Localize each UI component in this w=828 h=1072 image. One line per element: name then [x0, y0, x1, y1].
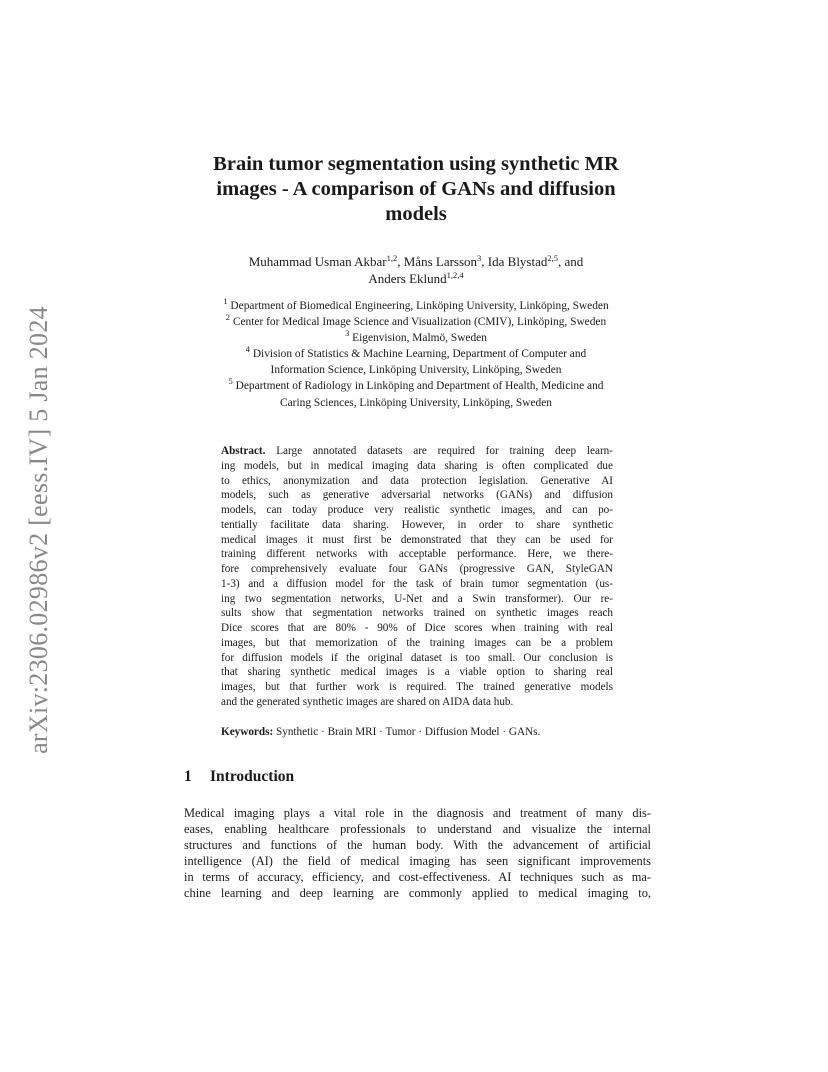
abstract-line: images, but that further work is required. The trained generative models — [221, 681, 613, 693]
abstract-line: for diffusion models if the original dataset is too small. Our conclusion is — [221, 651, 613, 664]
affiliation-text: Caring Sciences, Linköping University, Linköping, Sweden — [280, 396, 552, 409]
abstract-label: Abstract. — [221, 445, 266, 457]
affiliation-list — [150, 298, 682, 411]
abstract — [221, 444, 613, 710]
abstract-line — [221, 444, 613, 459]
affiliation-line — [150, 346, 682, 362]
author-name: Ida Blystad — [487, 254, 548, 269]
author-line — [150, 270, 682, 287]
affiliation-marker: 2 — [225, 312, 231, 323]
keywords-label: Keywords: — [221, 726, 274, 738]
author-list — [150, 253, 682, 287]
abstract-line: training different networks with acceptable performance. Here, we there- — [221, 548, 613, 561]
abstract-line: that sharing synthetic medical images is a viable option to sharing real — [221, 666, 613, 679]
author-name: Anders Eklund — [368, 271, 447, 286]
author-affiliation-marker: 1,2 — [386, 253, 398, 263]
author-separator: , — [481, 254, 488, 269]
author-affiliation-marker: 1,2,4 — [446, 270, 464, 280]
author-affiliation-marker: 3 — [477, 253, 482, 263]
abstract-line: tentially facilitate data sharing. However, in order to share synthetic — [221, 518, 613, 531]
abstract-line: to ethics, anonymization and data protection legislation. Generative AI — [221, 474, 613, 487]
introduction-paragraph — [184, 805, 651, 902]
author-line — [150, 253, 682, 270]
author-affiliation-marker: 2,5 — [547, 253, 558, 263]
paragraph-line: eases, enabling healthcare professionals to understand and visualize the internal — [184, 822, 651, 837]
abstract-line: models, can today produce very realistic synthetic images, and can po- — [221, 504, 613, 516]
abstract-line: medical images it must first be demonstrated that they can be used for — [221, 533, 613, 546]
affiliation-text: Information Science, Linköping University, Linköping, Sweden — [270, 364, 562, 377]
paragraph-line: intelligence (AI) the field of medical imaging has seen significant improvements — [184, 854, 651, 869]
affiliation-line — [150, 330, 682, 346]
abstract-line: and the generated synthetic images are shared on AIDA data hub. — [221, 695, 514, 708]
keywords — [221, 725, 641, 740]
arxiv-identifier — [14, 295, 64, 765]
abstract-text: Large annotated datasets are required for training deep learn- — [265, 445, 613, 457]
author-separator: , and — [558, 254, 584, 269]
affiliation-marker: 3 — [345, 328, 350, 339]
affiliation-text: Eigenvision, Malmö, Sweden — [349, 332, 487, 345]
affiliation-text: Center for Medical Image Science and Visualization (CMIV), Linköping, Sweden — [230, 316, 607, 329]
affiliation-marker: 1 — [223, 296, 228, 306]
affiliation-marker: 5 — [228, 376, 233, 387]
arxiv-identifier-text: arXiv:2306.02986v2 [eess.IV] 5 Jan 2024 — [24, 306, 53, 754]
author-separator: , — [397, 254, 404, 269]
title-line: Brain tumor segmentation using synthetic MR — [213, 153, 619, 175]
abstract-line: ing models, but in medical imaging data sharing is often complicated due — [221, 459, 613, 472]
abstract-line: sults show that segmentation networks trained on synthetic images reach — [221, 607, 613, 620]
section-heading — [184, 768, 294, 786]
paper-title — [150, 152, 682, 227]
affiliation-line — [150, 395, 682, 411]
abstract-line: models, such as generative adversarial networks (GANs) and diffusion — [221, 489, 613, 502]
affiliation-text: Department of Radiology in Linköping and Department of Health, Medicine and — [232, 380, 604, 393]
title-line: images - A comparison of GANs and diffusion — [216, 178, 616, 200]
abstract-line: Dice scores that are 80% - 90% of Dice scores when training with real — [221, 622, 613, 634]
affiliation-line — [150, 378, 682, 394]
keywords-text: Synthetic · Brain MRI · Tumor · Diffusion Model · GANs. — [273, 726, 541, 738]
abstract-line: images, but that memorization of the training images can be a problem — [221, 636, 613, 649]
abstract-line: 1-3) and a diffusion model for the task of brain tumor segmentation (us- — [221, 577, 613, 590]
section-number: 1 — [184, 768, 192, 785]
affiliation-text: Division of Statistics & Machine Learning, Department of Computer and — [249, 348, 587, 361]
title-line: models — [385, 203, 447, 225]
paragraph-line: Medical imaging plays a vital role in the diagnosis and treatment of many dis- — [184, 806, 651, 820]
affiliation-text: Department of Biomedical Engineering, Linköping University, Linköping, Sweden — [227, 300, 609, 312]
paragraph-line: chine learning and deep learning are commonly applied to medical imaging to, — [184, 886, 651, 901]
affiliation-line — [150, 314, 682, 330]
abstract-line: fore comprehensively evaluate four GANs (progressive GAN, StyleGAN — [221, 563, 613, 575]
affiliation-marker: 4 — [245, 344, 250, 355]
author-name: Måns Larsson — [403, 254, 478, 269]
paragraph-line: structures and functions of the human body. With the advancement of artificial — [184, 838, 651, 853]
paragraph-line: in terms of accuracy, efficiency, and cost-effectiveness. AI techniques such as ma- — [184, 870, 651, 885]
section-title: Introduction — [210, 768, 295, 785]
author-name: Muhammad Usman Akbar — [248, 254, 387, 269]
abstract-line: ing two segmentation networks, U-Net and a Swin transformer). Our re- — [221, 592, 613, 605]
